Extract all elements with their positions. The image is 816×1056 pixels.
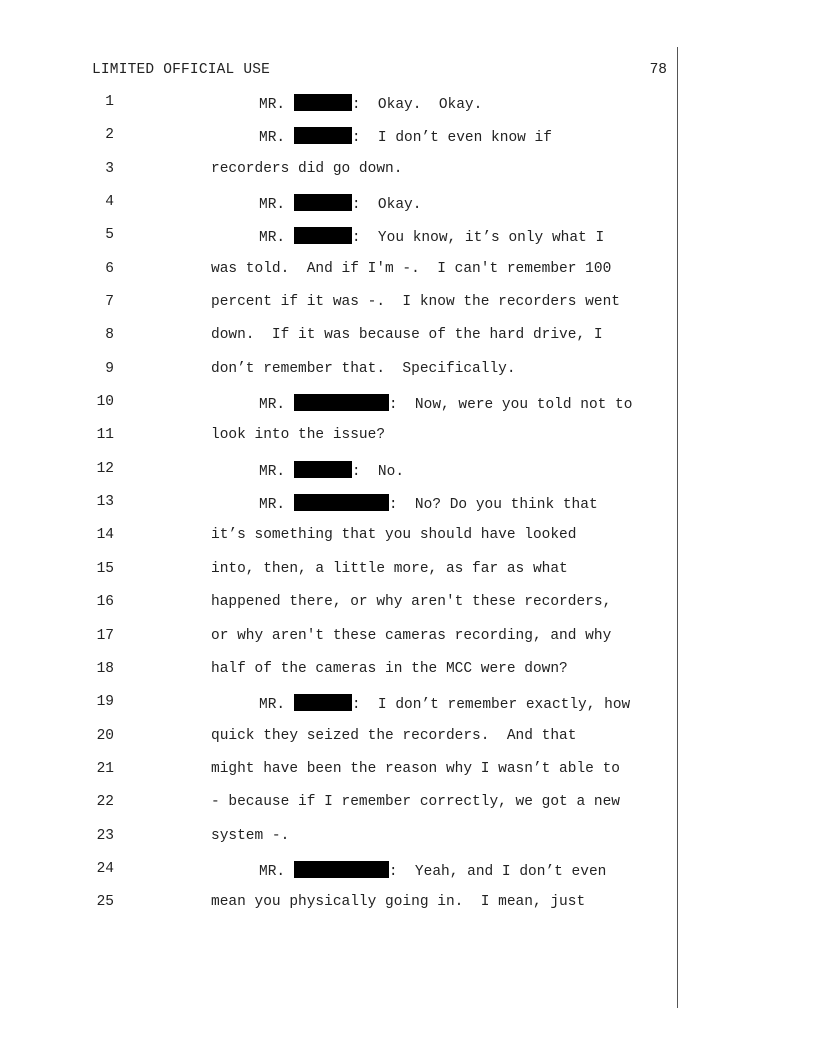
transcript-line xyxy=(0,828,816,861)
line-number: 23 xyxy=(96,827,114,844)
line-text: quick they seized the recorders. And that xyxy=(211,727,577,744)
speaker-prefix: MR. xyxy=(259,130,294,147)
line-text: look into the issue? xyxy=(211,427,386,444)
transcript-line xyxy=(0,94,816,127)
line-number: 12 xyxy=(96,460,114,477)
line-number: 19 xyxy=(96,694,114,711)
speaker-prefix: MR. xyxy=(259,463,294,480)
line-text: : Okay. Okay. xyxy=(351,97,483,113)
line-text: don’t remember that. Specifically. xyxy=(211,360,516,377)
classification-header: LIMITED OFFICIAL USE xyxy=(92,62,271,78)
speaker-prefix: MR. xyxy=(259,230,294,247)
line-number: 6 xyxy=(105,260,114,277)
line-text: : No. xyxy=(351,463,405,480)
redaction-box xyxy=(294,227,352,244)
line-text: it’s something that you should have looked xyxy=(211,527,577,544)
line-number: 25 xyxy=(96,894,114,911)
speaker-prefix: MR. xyxy=(259,497,294,514)
redaction-box xyxy=(294,694,352,711)
line-number: 13 xyxy=(96,494,114,511)
line-text: half of the cameras in the MCC were down? xyxy=(211,660,568,677)
transcript-line xyxy=(0,294,816,327)
transcript-line xyxy=(0,861,816,894)
line-number: 3 xyxy=(105,160,114,177)
line-number: 18 xyxy=(96,660,114,677)
transcript-line xyxy=(0,194,816,227)
transcript-line xyxy=(0,694,816,727)
line-number: 21 xyxy=(96,760,114,777)
speaker-prefix: MR. xyxy=(259,197,294,214)
transcript-line xyxy=(0,728,816,761)
line-text: into, then, a little more, as far as what xyxy=(211,560,568,577)
redaction-box xyxy=(294,494,389,511)
line-text: : Yeah, and I don’t even xyxy=(388,863,607,880)
page-number: 78 xyxy=(649,62,667,78)
redaction-box xyxy=(294,461,352,478)
line-number: 2 xyxy=(105,127,114,144)
line-number: 8 xyxy=(105,327,114,344)
line-text: percent if it was -. I know the recorders went xyxy=(211,294,620,311)
line-number: 16 xyxy=(96,594,114,611)
transcript-line xyxy=(0,661,816,694)
transcript-line xyxy=(0,794,816,827)
transcript-line xyxy=(0,594,816,627)
speaker-prefix: MR. xyxy=(259,97,294,113)
line-text: recorders did go down. xyxy=(211,160,403,177)
line-number: 4 xyxy=(105,194,114,211)
line-text: might have been the reason why I wasn’t able to xyxy=(211,760,620,777)
transcript-line xyxy=(0,394,816,427)
transcript-line xyxy=(0,761,816,794)
transcript-line xyxy=(0,427,816,460)
transcript-line xyxy=(0,561,816,594)
transcript-line xyxy=(0,461,816,494)
transcript-line xyxy=(0,227,816,260)
transcript-lines xyxy=(0,94,816,928)
line-number: 15 xyxy=(96,560,114,577)
line-number: 9 xyxy=(105,360,114,377)
line-text: or why aren't these cameras recording, and why xyxy=(211,627,612,644)
redaction-box xyxy=(294,394,389,411)
redaction-box xyxy=(294,861,389,878)
line-number: 11 xyxy=(96,427,114,444)
speaker-prefix: MR. xyxy=(259,697,294,714)
redaction-box xyxy=(294,94,352,111)
redaction-box xyxy=(294,127,352,144)
line-number: 17 xyxy=(96,627,114,644)
line-number: 7 xyxy=(105,294,114,311)
line-text: was told. And if I'm -. I can't remember 100 xyxy=(211,260,612,277)
line-text: - because if I remember correctly, we got a new xyxy=(211,794,620,811)
line-text: : Okay. xyxy=(351,197,422,214)
transcript-line xyxy=(0,127,816,160)
line-text: system -. xyxy=(211,827,290,844)
speaker-prefix: MR. xyxy=(259,863,294,880)
line-text: : Now, were you told not to xyxy=(388,397,633,414)
line-number: 10 xyxy=(96,394,114,411)
transcript-line xyxy=(0,161,816,194)
line-number: 24 xyxy=(96,860,114,877)
transcript-line xyxy=(0,261,816,294)
line-number: 1 xyxy=(105,94,114,110)
line-text: down. If it was because of the hard drive, I xyxy=(211,327,603,344)
transcript-line xyxy=(0,494,816,527)
speaker-prefix: MR. xyxy=(259,397,294,414)
transcript-line xyxy=(0,327,816,360)
line-number: 5 xyxy=(105,227,114,244)
line-text: : No? Do you think that xyxy=(388,497,598,514)
transcript-line xyxy=(0,894,816,927)
line-text: happened there, or why aren't these recorders, xyxy=(211,594,612,611)
line-text: mean you physically going in. I mean, just xyxy=(211,894,586,911)
line-number: 22 xyxy=(96,794,114,811)
line-number: 14 xyxy=(96,527,114,544)
line-text: : You know, it’s only what I xyxy=(351,230,605,247)
transcript-line xyxy=(0,527,816,560)
line-text: : I don’t even know if xyxy=(351,130,552,147)
transcript-line xyxy=(0,361,816,394)
line-text: : I don’t remember exactly, how xyxy=(351,697,631,714)
line-number: 20 xyxy=(96,727,114,744)
transcript-line xyxy=(0,628,816,661)
redaction-box xyxy=(294,194,352,211)
